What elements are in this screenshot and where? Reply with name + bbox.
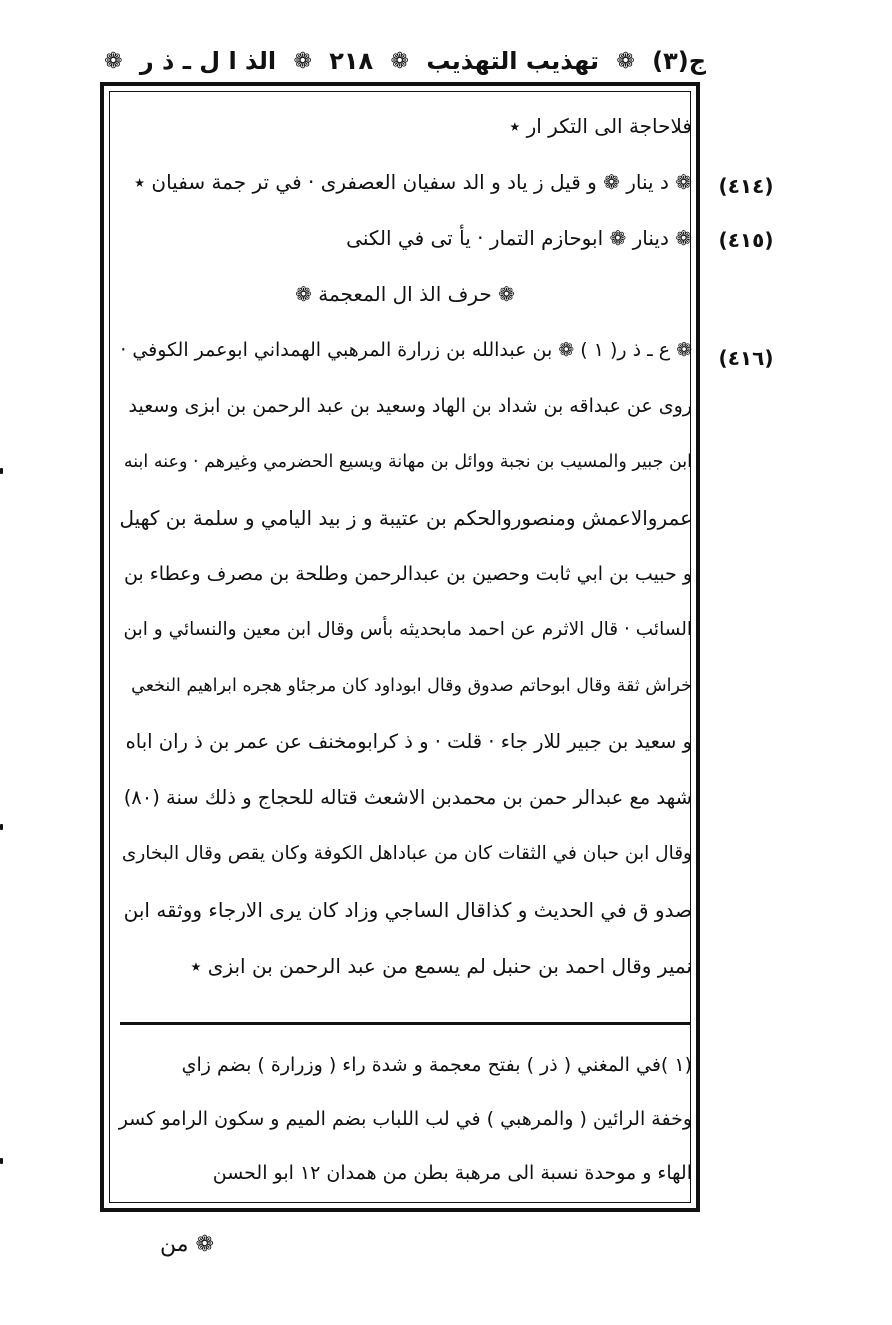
- footnote-line: (١ )في المغني ( ذر ) بفتح معجمة و شدة راء ( وزرارة ) بضم زاي: [181, 1054, 692, 1076]
- text-line: السائب · قال الاثرم عن احمد مابحديثه بأس وقال ابن معين والنسائي و ابن: [123, 619, 692, 640]
- catchword: ❁ من: [160, 1232, 214, 1257]
- footnote-line: وخفة الرائين ( والمرهبي ) في لب اللباب بضم الميم و سكون الرامو كسر: [118, 1108, 692, 1130]
- scan-speck: [0, 824, 3, 830]
- ornament-icon: ❁: [293, 48, 312, 74]
- scan-speck: [0, 468, 3, 474]
- book-title: تهذيب التهذيب: [426, 47, 599, 75]
- main-text: [118, 98, 692, 994]
- text-line: ❁ ع ـ ذ ر( ١ ) ❁ بن عبدالله بن زرارة المرهبي الهمداني ابوعمر الكوفي ·: [120, 339, 692, 361]
- text-line: و حبيب بن ابي ثابت وحصين بن عبدالرحمن وطلحة بن مصرف وعطاء بن: [123, 563, 692, 585]
- footnote-divider: [120, 1022, 690, 1025]
- footnote-line: الهاء و موحدة نسبة الى مرهبة بطن من همدان ١٢ ابو الحسن: [212, 1162, 692, 1184]
- entry-number-416: (٤١٦): [718, 346, 774, 370]
- volume-label: ج(٣): [652, 47, 706, 75]
- ornament-icon: ❁: [390, 48, 409, 74]
- text-line: ❁ د ينار ❁ و قيل ز ياد و الد سفيان العصفرى · في تر جمة سفيان ٭: [134, 170, 692, 194]
- text-line: فلاحاجة الى التكر ار ٭: [509, 114, 692, 138]
- text-line: وقال ابن حبان في الثقات كان من عباداهل الكوفة وكان يقص وقال البخارى: [121, 843, 692, 864]
- entry-number-415: (٤١٥): [718, 228, 774, 252]
- scan-speck: [0, 1158, 3, 1164]
- page-number: ٢١٨: [329, 47, 374, 75]
- ornament-icon: ❁: [616, 48, 635, 74]
- text-line: خراش ثقة وقال ابوحاتم صدوق وقال ابوداود كان مرجئاو هجره ابراهيم النخعي: [131, 676, 692, 696]
- entry-number-414: (٤١٤): [718, 174, 774, 198]
- text-line: نمير وقال احمد بن حنبل لم يسمع من عبد الرحمن بن ابزى ٭: [190, 954, 692, 978]
- text-line: عمروالاعمش ومنصوروالحكم بن عتيبة و ز بيد اليامي و سلمة بن كهيل: [119, 506, 692, 530]
- text-line: روى عن عبداقه بن شداد بن الهاد وسعيد بن عبد الرحمن بن ابزى وسعيد: [128, 395, 692, 417]
- section-label: الذ ا ل ـ ذ ر: [139, 47, 277, 75]
- page-header: [100, 40, 706, 82]
- text-line: و سعيد بن جبير للار جاء · قلت · و ذ كرابومخنف عن عمر بن ذ ران اباه: [125, 730, 692, 753]
- section-heading: ❁ حرف الذ ال المعجمة ❁: [295, 282, 515, 306]
- footnote: [118, 1038, 692, 1200]
- ornament-icon: ❁: [104, 48, 123, 74]
- text-line: ابن جبير والمسيب بن نجبة ووائل بن مهانة ويسيع الحضرمي وغيرهم · وعنه ابنه: [123, 452, 692, 472]
- text-line: صدو ق في الحديث و كذاقال الساجي وزاد كان يرى الارجاء ووثقه ابن: [123, 898, 692, 922]
- text-line: شهد مع عبدالر حمن بن محمدبن الاشعث قتاله للحجاج و ذلك سنة (٨٠): [123, 786, 692, 809]
- text-line: ❁ دينار ❁ ابوحازم التمار · يأ تى في الكنى: [346, 226, 692, 250]
